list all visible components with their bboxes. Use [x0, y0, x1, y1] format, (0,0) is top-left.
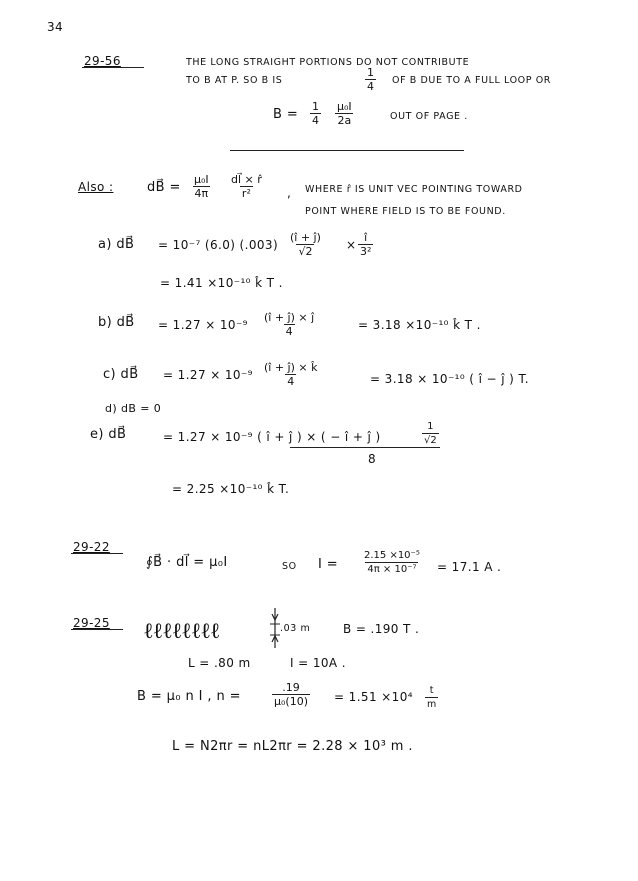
- part-b-line1: = 1.27 × 10⁻⁹: [158, 318, 248, 332]
- part-a-result: = 1.41 ×10⁻¹⁰ k̂ T .: [160, 276, 283, 290]
- problem-label-29-25: 29-25: [73, 616, 110, 630]
- part-a-label: a) dB⃗: [98, 237, 135, 252]
- part-c-frac: $\frac{(î + ĵ) \times k̂}{4}$: [264, 361, 318, 388]
- p29-25-n-frac: $\frac{.19}{\text{μ₀(10)}}$: [274, 681, 308, 708]
- label-underline: [71, 629, 123, 630]
- part-b-frac: $\frac{(î + ĵ) \times ĵ}{4}$: [264, 311, 315, 338]
- also-description-line2: POINT WHERE FIELD IS TO BE FOUND.: [305, 206, 506, 217]
- p29-22-result: = 17.1 A .: [437, 560, 502, 574]
- part-e-denominator: 8: [368, 452, 377, 466]
- p29-22-ampere-law: ∮B⃗ · dl⃗ = μ₀I: [146, 555, 228, 570]
- problem-label-29-56: 29-56: [84, 54, 121, 68]
- p29-56-eq-frac1: $\frac{1}{4}$: [312, 100, 319, 127]
- solenoid-coil-sketch: ℓℓℓℓℓℓℓℓ: [143, 619, 220, 644]
- label-underline: [71, 553, 123, 554]
- also-lhs: dB⃗ =: [147, 180, 181, 195]
- p29-25-n-result: = 1.51 ×10⁴: [334, 690, 413, 704]
- p29-22-frac: $\frac{\text{2.15 ×10⁻⁵}}{\text{4π × 10⁻⁷}}$: [364, 550, 420, 575]
- part-a-times: ×: [346, 238, 357, 252]
- section-divider: [230, 150, 464, 151]
- also-frac-mu0I-4pi: $\frac{\text{μ₀I}}{4\pi}$: [194, 173, 209, 200]
- p29-25-length-value: L = .80 m: [188, 656, 251, 670]
- part-a-line1: = 10⁻⁷ (6.0) (.003): [158, 238, 279, 252]
- solenoid-diameter-label: .03 m: [280, 623, 311, 634]
- page-number: 34: [47, 20, 64, 34]
- fraction-one-quarter: $\frac{1}{4}$: [367, 66, 374, 93]
- part-e-line1: = 1.27 × 10⁻⁹ ( î + ĵ ) × ( − î + ĵ ): [163, 430, 381, 444]
- part-e-frac-tail: $\frac{1}{√2}$: [424, 421, 437, 446]
- p29-56-eq-lhs: B =: [273, 107, 299, 122]
- problem-label-29-22: 29-22: [73, 540, 110, 554]
- p29-56-text-line1: THE LONG STRAIGHT PORTIONS DO NOT CONTRIBUTE: [186, 57, 470, 68]
- p29-56-text-line2a: TO B AT P. SO B IS: [186, 75, 283, 86]
- also-label: Also :: [78, 180, 114, 194]
- p29-22-current-lhs: I =: [318, 557, 339, 572]
- p29-56-text-line2b: OF B DUE TO A FULL LOOP OR: [392, 75, 551, 86]
- p29-22-so: SO: [282, 561, 297, 572]
- p29-56-eq-tail: OUT OF PAGE .: [390, 111, 468, 122]
- p29-25-wire-length: L = N2πr = nL2πr = 2.28 × 10³ m .: [172, 739, 413, 754]
- part-b-label: b) dB⃗: [98, 315, 135, 330]
- part-c-label: c) dB⃗: [103, 367, 139, 382]
- p29-25-current-value: I = 10A .: [290, 656, 346, 670]
- label-underline: [82, 67, 144, 68]
- part-a-frac: $\frac{(î + ĵ)}{√2}$: [290, 231, 321, 258]
- part-d-label: d) dB = 0: [105, 402, 162, 415]
- also-frac-dl-cross-r: $\frac{dl⃗ \times r̂}{\text{r²}}$: [231, 173, 262, 200]
- p29-25-field-value: B = .190 T .: [343, 622, 420, 636]
- part-a-frac2: $\frac{î}{\text{3²}}$: [360, 231, 372, 258]
- p29-56-eq-frac2: $\frac{\text{μ₀I}}{2a}$: [337, 100, 352, 127]
- part-b-result: = 3.18 ×10⁻¹⁰ k̂ T .: [358, 318, 481, 332]
- p29-25-n-unit: $\frac{t}{m}$: [427, 685, 437, 710]
- part-e-result: = 2.25 ×10⁻¹⁰ k̂ T.: [172, 482, 290, 496]
- part-e-fraction-bar: [290, 447, 440, 448]
- part-c-line1: = 1.27 × 10⁻⁹: [163, 368, 253, 382]
- part-e-label: e) dB⃗: [90, 427, 127, 442]
- also-description-line1: WHERE r̂ IS UNIT VEC POINTING TOWARD: [305, 184, 523, 195]
- also-comma: ,: [287, 186, 292, 200]
- p29-25-n-eq-lhs: B = μ₀ n I , n =: [137, 689, 241, 704]
- part-c-result: = 3.18 × 10⁻¹⁰ ( î − ĵ ) T.: [370, 372, 529, 386]
